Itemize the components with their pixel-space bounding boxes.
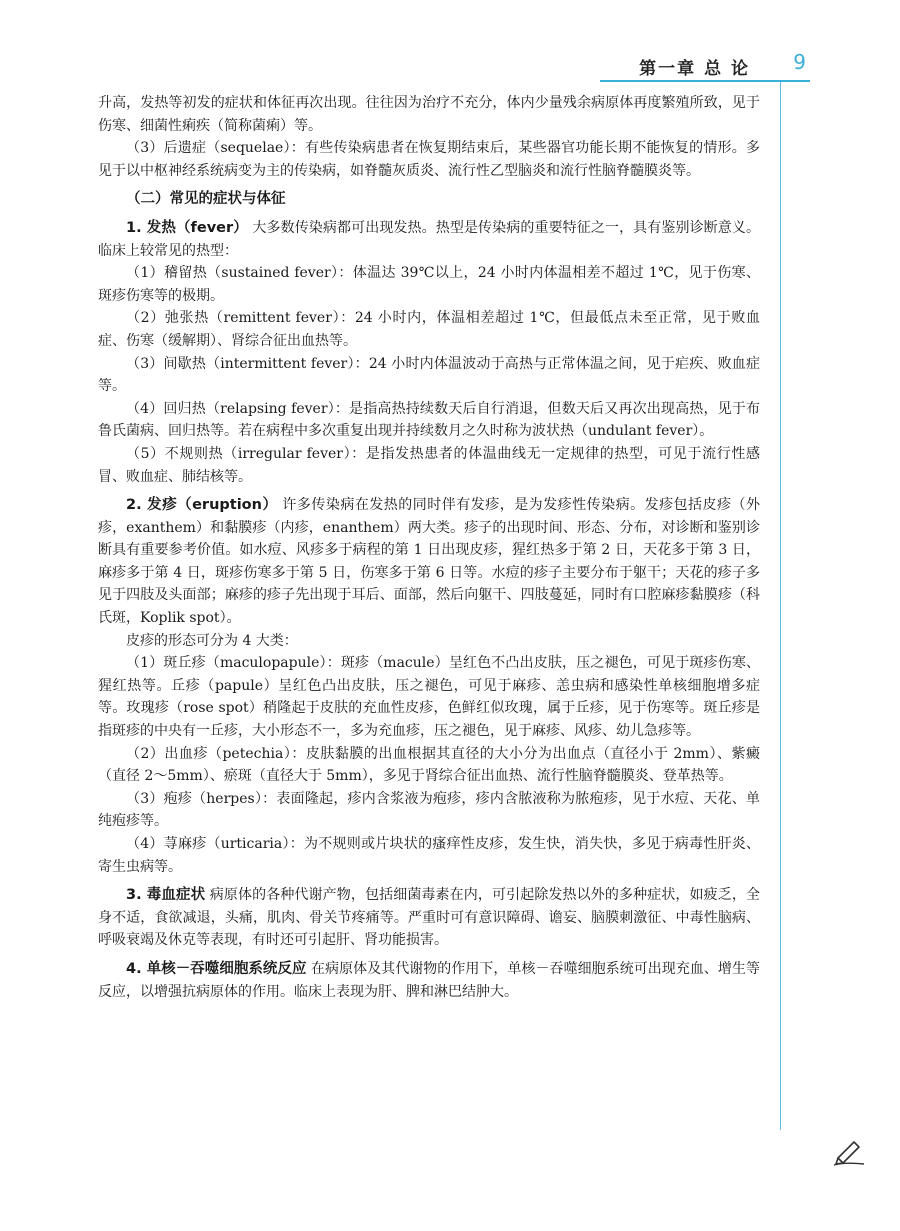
page-number: 9 xyxy=(793,50,806,74)
chapter-title: 第一章 总 论 xyxy=(639,59,750,79)
margin-rule xyxy=(780,82,781,1130)
fever-heading: 1. 发热（fever） xyxy=(126,219,248,236)
paragraph-sequelae: （3）后遗症（sequelae）：有些传染病患者在恢复期结束后，某些器官功能长期不能恢复的情形。多见于以中枢神经系统病变为主的传染病，如脊髓灰质炎、流行性乙型脑炎和流行性脑脊髓膜炎等。 xyxy=(98,140,760,179)
paragraph-urticaria: （4）荨麻疹（urticaria）：为不规则或片块状的瘙痒性皮疹，发生快，消失快，多见于病毒性肝炎、寄生虫病等。 xyxy=(98,836,760,875)
paragraph-relapse-cont: 升高，发热等初发的症状和体征再次出现。往往因为治疗不充分，体内少量残余病原体再度繁殖所致，见于伤寒、细菌性痢疾（简称菌痢）等。 xyxy=(98,95,760,134)
paragraph-toxemia xyxy=(98,884,760,952)
fever-text: 大多数传染病都可出现发热。热型是传染病的重要特征之一，具有鉴别诊断意义。临床上较常见的热型： xyxy=(98,219,760,259)
paragraph-mononuclear xyxy=(98,958,760,1003)
paragraph-relapsing-fever: （4）回归热（relapsing fever）：是指高热持续数天后自行消退，但数天后又再次出现高热，见于布鲁氏菌病、回归热等。若在病程中多次重复出现并持续数月之久时称为波状热（undulant fever）。 xyxy=(98,400,760,440)
paragraph-remittent-fever: （2）弛张热（remittent fever）：24 小时内，体温相差超过 1℃，但最低点未至正常，见于败血症、伤寒（缓解期）、肾综合征出血热等。 xyxy=(98,310,760,349)
paragraph-sustained-fever: （1）稽留热（sustained fever）：体温达 39℃以上，24 小时内体温相差不超过 1℃，见于伤寒、斑疹伤寒等的极期。 xyxy=(98,265,760,304)
paragraph-eruption xyxy=(98,494,760,630)
pencil-note-icon xyxy=(832,1138,866,1166)
toxemia-text: 病原体的各种代谢产物，包括细菌毒素在内，可引起除发热以外的多种症状，如疲乏，全身不适，食欲减退，头痛，肌肉、骨关节疼痛等。严重时可有意识障碍、谵妄、脑膜刺激征、中毒性脑病、呼吸衰竭及休克等表现，有时还可引起肝、肾功能损害。 xyxy=(98,887,760,949)
paragraph-petechia: （2）出血疹（petechia）：皮肤黏膜的出血根据其直径的大小分为出血点（直径小于 2mm）、紫癜（直径 2～5mm）、瘀斑（直径大于 5mm），多见于肾综合征出血热、流行性脑脊髓膜炎、登革热等。 xyxy=(98,745,760,785)
header-rule xyxy=(600,80,810,82)
section-heading-symptoms: （二）常见的症状与体征 xyxy=(126,191,286,208)
page-body xyxy=(98,92,760,1003)
eruption-text: 许多传染病在发热的同时伴有发疹，是为发疹性传染病。发疹包括皮疹（外疹，exanthem）和黏膜疹（内疹，enanthem）两大类。疹子的出现时间、形态、分布，对诊断和鉴别诊断具有重要参考价值。如水痘、风疹多于病程的第 1 日出现皮疹，猩红热多于第 2 日，天花多于第 3 日，麻疹多于第 4 日，斑疹伤寒多于第 5 日，伤寒多于第 6 日等。水痘的疹子主要分布于躯干；天花的疹子多见于四肢及头面部；麻疹的疹子先出现于耳后、面部，然后向躯干、四肢蔓延，同时有口腔麻疹黏膜疹（科氏斑，Koplik spot）。 xyxy=(98,497,760,627)
eruption-heading: 2. 发疹（eruption） xyxy=(126,497,278,514)
paragraph-maculopapule: （1）斑丘疹（maculopapule）：斑疹（macule）呈红色不凸出皮肤，压之褪色，可见于斑疹伤寒、猩红热等。丘疹（papule）呈红色凸出皮肤，压之褪色，可见于麻疹、恙虫病和感染性单核细胞增多症等。玫瑰疹（rose spot）稍隆起于皮肤的充血性皮疹，色鲜红似玫瑰，属于丘疹，见于伤寒等。斑丘疹是指斑疹的中央有一丘疹，大小形态不一，多为充血疹，压之褪色，见于麻疹、风疹、幼儿急疹等。 xyxy=(98,655,760,740)
mononuclear-heading: 4. 单核－吞噬细胞系统反应 xyxy=(126,960,307,977)
page-header xyxy=(600,50,810,90)
paragraph-fever xyxy=(98,217,760,262)
paragraph-irregular-fever: （5）不规则热（irregular fever）：是指发热患者的体温曲线无一定规律的热型，可见于流行性感冒、败血症、肺结核等。 xyxy=(98,445,760,485)
paragraph-herpes: （3）疱疹（herpes）：表面隆起，疹内含浆液为疱疹，疹内含脓液称为脓疱疹，见于水痘、天花、单纯疱疹等。 xyxy=(98,790,760,830)
paragraph-rash-forms: 皮疹的形态可分为 4 大类： xyxy=(126,632,298,649)
toxemia-heading: 3. 毒血症状 xyxy=(126,887,206,904)
paragraph-intermittent-fever: （3）间歇热（intermittent fever）：24 小时内体温波动于高热与正常体温之间，见于疟疾、败血症等。 xyxy=(98,355,760,395)
mononuclear-text: 在病原体及其代谢物的作用下，单核－吞噬细胞系统可出现充血、增生等反应，以增强抗病原体的作用。临床上表现为肝、脾和淋巴结肿大。 xyxy=(98,960,760,1000)
